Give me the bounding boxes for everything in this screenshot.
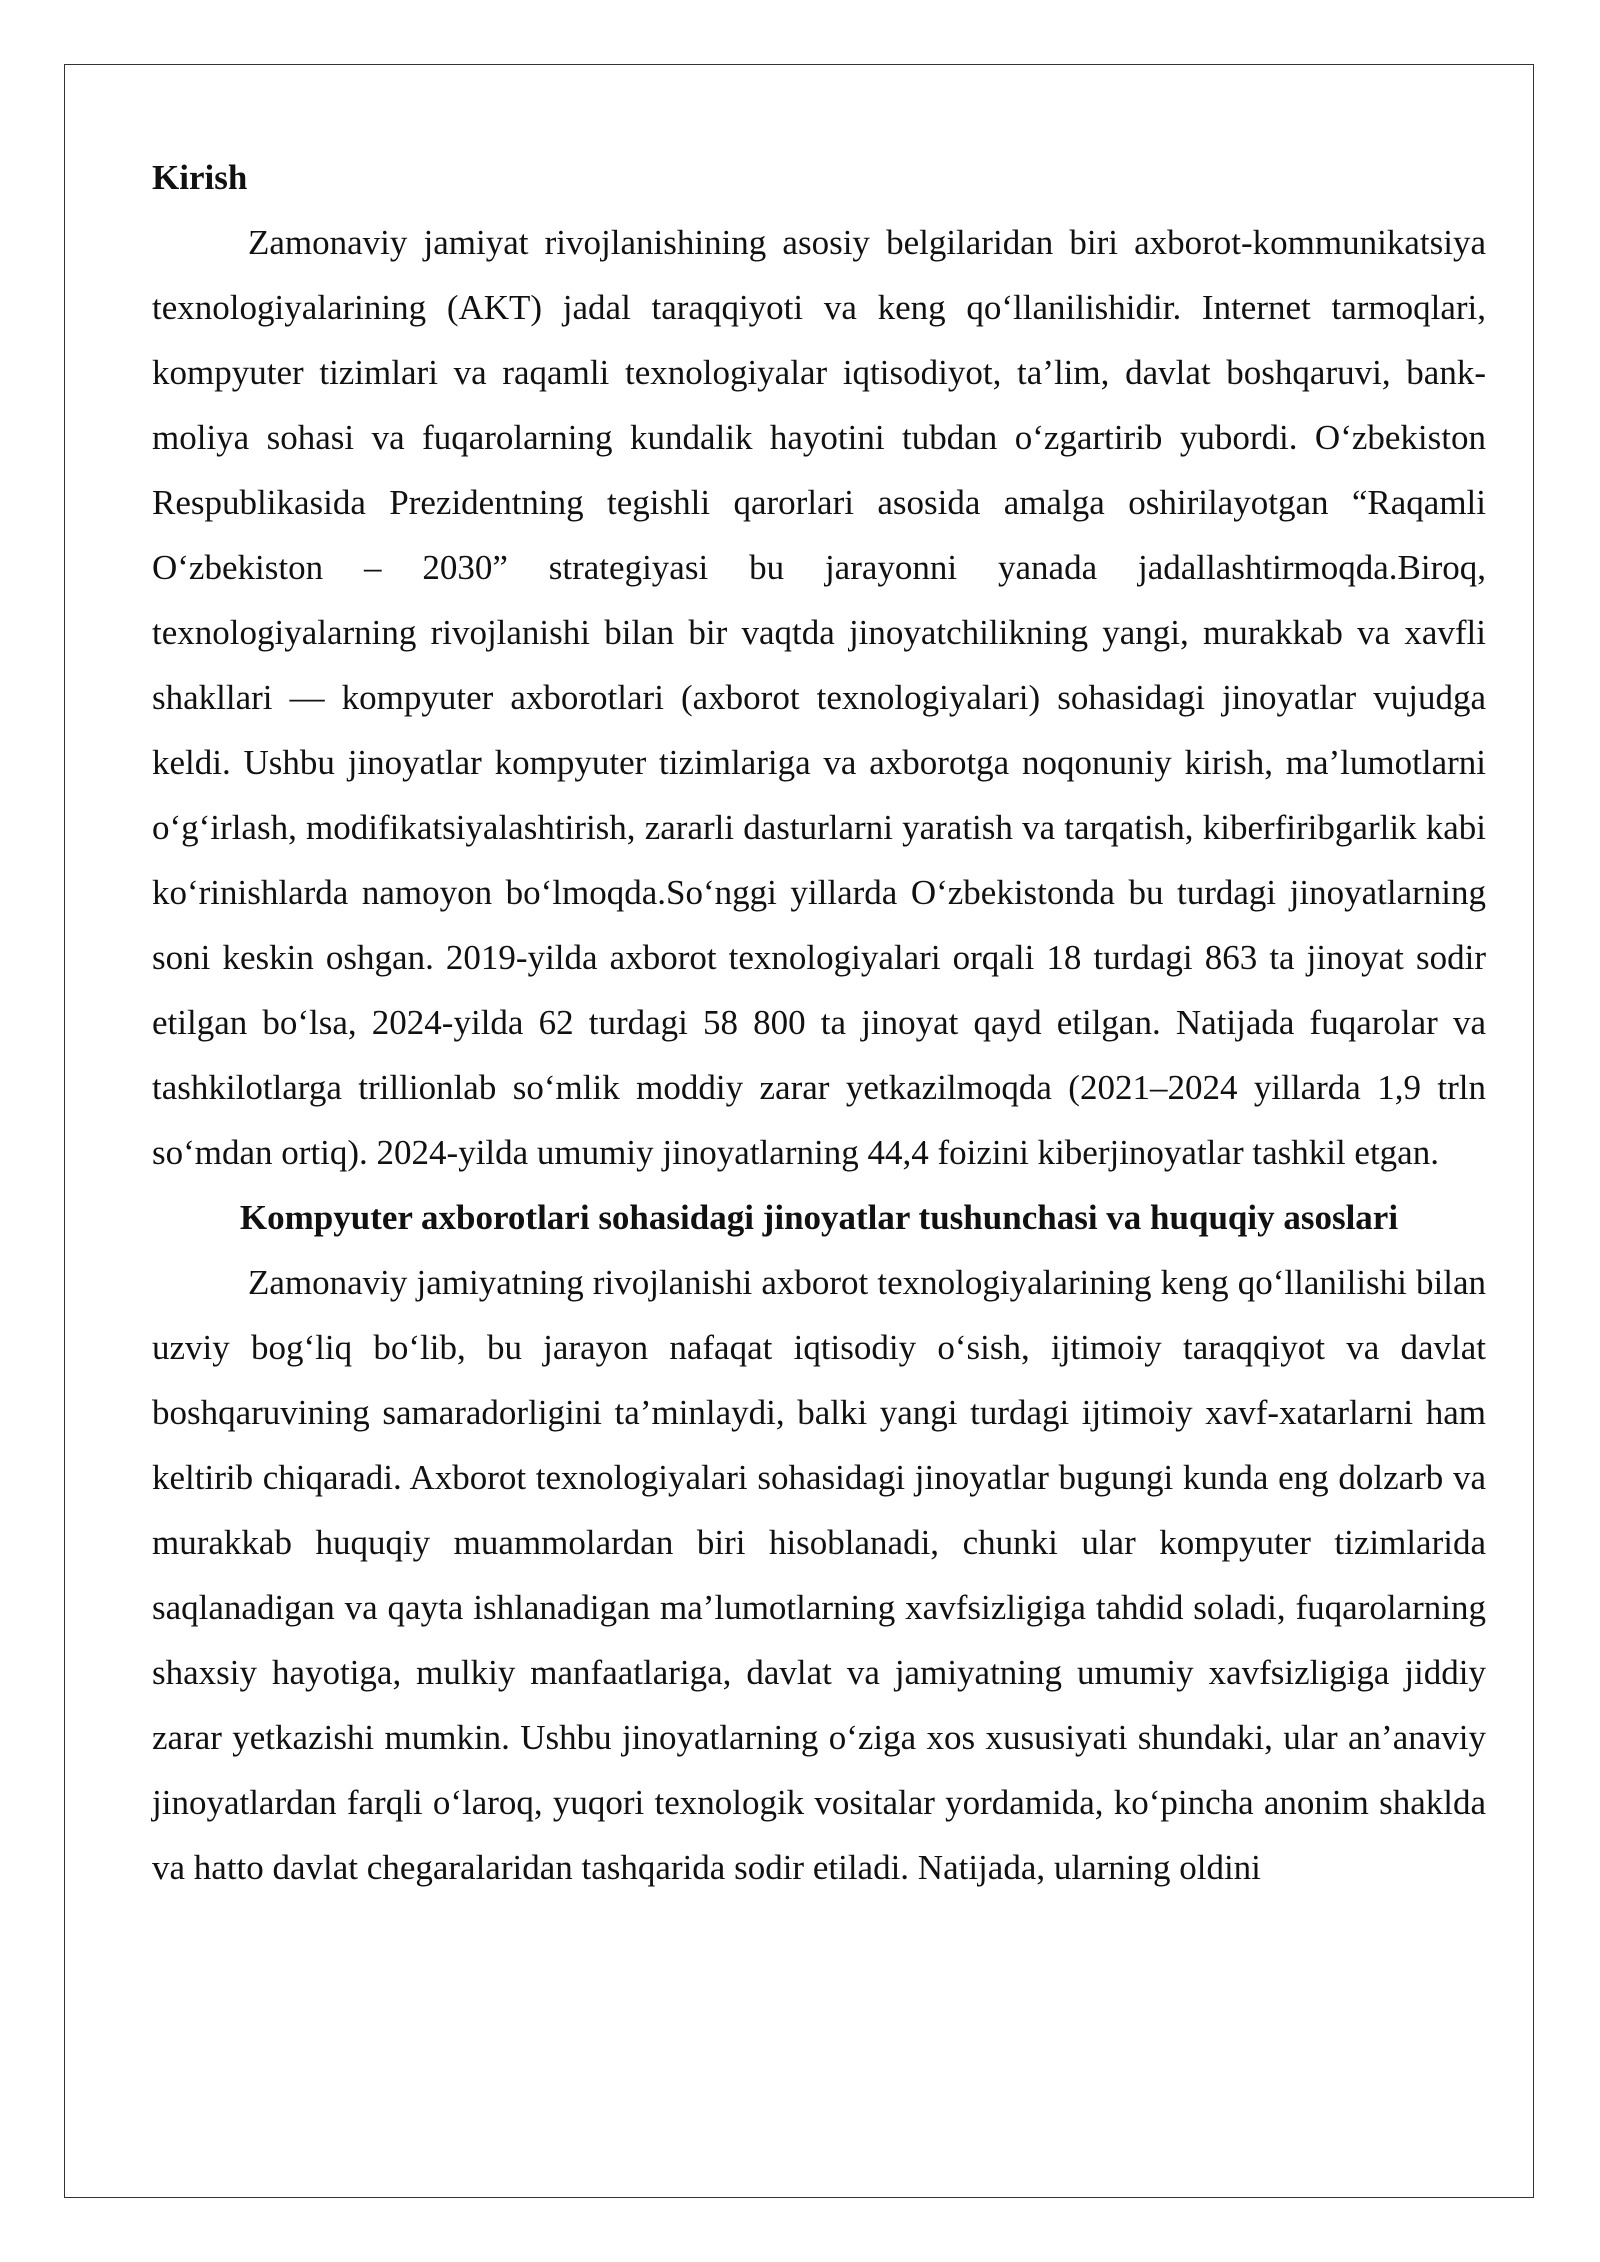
introduction-paragraph: Zamonaviy jamiyat rivojlanishining asosiy belgilaridan biri axborot-kommunikatsiya texnologiyalarining (AKT) jadal taraqqiyoti va keng qo‘llanilishidir. Internet tarmoqlari, kompyuter tizimlari va raqamli texnologiyalar iqtisodiyot, ta’lim, davlat boshqaruvi, bank-moliya sohasi va fuqarolarning kundalik hayotini tubdan o‘zgartirib yubordi. O‘zbekiston Respublikasida Prezidentning tegishli qarorlari asosida amalga oshirilayotgan “Raqamli O‘zbekiston – 2030” strategiyasi bu jarayonni yanada jadallashtirmoqda.Biroq, texnologiyalarning rivojlanishi bilan bir vaqtda jinoyatchilikning yangi, murakkab va xavfli shakllari — kompyuter axborotlari (axborot texnologiyalari) sohasidagi jinoyatlar vujudga keldi. Ushbu jinoyatlar kompyuter tizimlariga va axborotga noqonuniy kirish, ma’lumotlarni o‘g‘irlash, modifikatsiyalashtirish, zararli dasturlarni yaratish va tarqatish, kiberfiribgarlik kabi ko‘rinishlarda namoyon bo‘lmoqda.So‘nggi yillarda O‘zbekistonda bu turdagi jinoyatlarning soni keskin oshgan. 2019-yilda axborot texnologiyalari orqali 18 turdagi 863 ta jinoyat sodir etilgan bo‘lsa, 2024-yilda 62 turdagi 58 800 ta jinoyat qayd etilgan. Natijada fuqarolar va tashkilotlarga trillionlab so‘mlik moddiy zarar yetkazilmoqda (2021–2024 yillarda 1,9 trln so‘mdan ortiq). 2024-yilda umumiy jinoyatlarning 44,4 foizini kiberjinoyatlar tashkil etgan. (152, 223, 1486, 1172)
concept-paragraph: Zamonaviy jamiyatning rivojlanishi axborot texnologiyalarining keng qo‘llanilishi bilan uzviy bog‘liq bo‘lib, bu jarayon nafaqat iqtisodiy o‘sish, ijtimoiy taraqqiyot va davlat boshqaruvining samaradorligini ta’minlaydi, balki yangi turdagi ijtimoiy xavf-xatarlarni ham keltirib chiqaradi. Axborot texnologiyalari sohasidagi jinoyatlar bugungi kunda eng dolzarb va murakkab huquqiy muammolardan biri hisoblanadi, chunki ular kompyuter tizimlarida saqlanadigan va qayta ishlanadigan ma’lumotlarning xavfsizligiga tahdid soladi, fuqarolarning shaxsiy hayotiga, mulkiy manfaatlariga, davlat va jamiyatning umumiy xavfsizligiga jiddiy zarar yetkazishi mumkin. Ushbu jinoyatlarning o‘ziga xos xususiyati shundaki, ular an’anaviy jinoyatlardan farqli o‘laroq, yuqori texnologik vositalar yordamida, ko‘pincha anonim shaklda va hatto davlat chegaralaridan tashqarida sodir etiladi. Natijada, ularning oldini (152, 1263, 1486, 1887)
document-body (152, 145, 1486, 1900)
section-heading-introduction: Kirish (152, 158, 248, 197)
section-heading-concept: Kompyuter axborotlari sohasidagi jinoyatlar tushunchasi va huquqiy asoslari (239, 1198, 1399, 1237)
